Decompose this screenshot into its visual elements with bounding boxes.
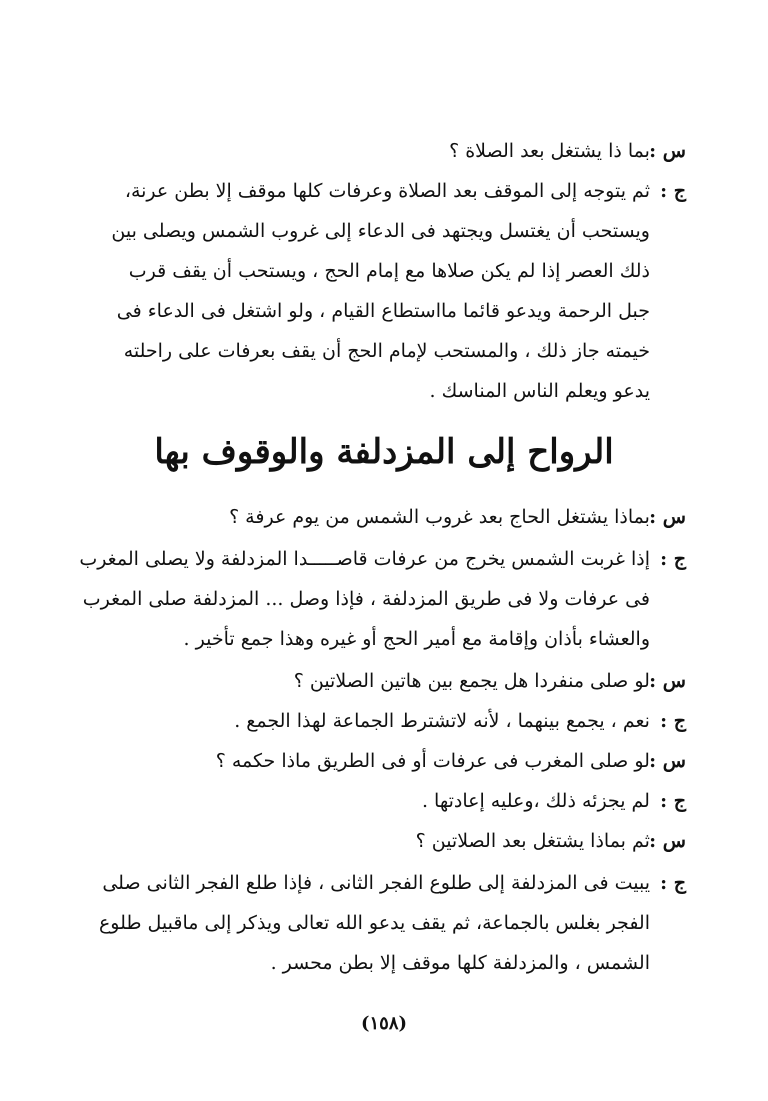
- section-heading: الرواح إلى المزدلفة والوقوف بها: [154, 432, 614, 472]
- question-label: س :: [649, 750, 686, 772]
- question-5: [416, 830, 686, 852]
- question-4: [216, 750, 686, 772]
- answer-1-line-1: ثم يتوجه إلى الموقف بعد الصلاة وعرفات كلها موقف إلا بطن عرنة،: [124, 180, 650, 202]
- answer-5-label: [656, 872, 686, 894]
- answer-label: ج :: [660, 710, 686, 732]
- answer-2-line-3: والعشاء بأذان وإقامة مع أمير الحج أو غيره وهذا جمع تأخير .: [183, 628, 650, 650]
- answer-label: ج :: [660, 548, 686, 570]
- question-text: لو صلى المغرب فى عرفات أو فى الطريق ماذا حكمه ؟: [215, 750, 650, 772]
- answer-label: ج :: [660, 790, 686, 812]
- question-label: س :: [649, 670, 686, 692]
- answer-5-line-3: الشمس ، والمزدلفة كلها موقف إلا بطن محسر .: [270, 952, 650, 974]
- answer-1-label: [656, 180, 686, 202]
- answer-2-line-1: إذا غربت الشمس يخرج من عرفات قاصـــــدا المزدلفة ولا يصلى المغرب: [79, 548, 650, 570]
- question-2: [229, 506, 686, 528]
- question-label: س :: [649, 830, 686, 852]
- question-text: لو صلى منفردا هل يجمع بين هاتين الصلاتين ؟: [293, 670, 650, 692]
- question-label: س :: [649, 140, 686, 162]
- answer-label: ج :: [660, 180, 686, 202]
- question-text: ثم بماذا يشتغل بعد الصلاتين ؟: [415, 830, 650, 852]
- answer-text: نعم ، يجمع بينهما ، لأنه لاتشترط الجماعة لهذا الجمع .: [234, 710, 650, 732]
- question-label: س :: [649, 506, 686, 528]
- answer-label: ج :: [660, 872, 686, 894]
- answer-1-line-2: ويستحب أن يغتسل ويجتهد فى الدعاء إلى غروب الشمس ويصلى بين: [111, 220, 650, 242]
- answer-1-line-4: جبل الرحمة ويدعو قائما مااستطاع القيام ، ولو اشتغل فى الدعاء فى: [116, 300, 650, 322]
- answer-1-line-3: ذلك العصر إذا لم يكن صلاها مع إمام الحج ، ويستحب أن يقف قرب: [128, 260, 650, 282]
- question-text: بماذا يشتغل الحاج بعد غروب الشمس من يوم عرفة ؟: [229, 506, 650, 528]
- answer-2-line-2: فى عرفات ولا فى طريق المزدلفة ، فإذا وصل ... المزدلفة صلى المغرب: [82, 588, 650, 610]
- answer-5-line-2: الفجر بغلس بالجماعة، ثم يقف يدعو الله تعالى ويذكر إلى ماقبيل طلوع: [98, 912, 650, 934]
- page-number: (١٥٨): [360, 1013, 408, 1034]
- answer-1-line-5: خيمته جاز ذلك ، والمستحب لإمام الحج أن يقف بعرفات على راحلته: [123, 340, 650, 362]
- answer-4: [422, 790, 686, 812]
- answer-text: لم يجزئه ذلك ،وعليه إعادتها .: [421, 790, 650, 812]
- answer-5-line-1: يبيت فى المزدلفة إلى طلوع الفجر الثانى ، فإذا طلع الفجر الثانى صلى: [102, 872, 650, 894]
- question-1: [449, 140, 686, 162]
- question-text: بما ذا يشتغل بعد الصلاة ؟: [449, 140, 650, 162]
- answer-1-line-6: يدعو ويعلم الناس المناسك .: [429, 380, 650, 402]
- answer-2-label: [656, 548, 686, 570]
- question-3: [294, 670, 686, 692]
- answer-3: [234, 710, 686, 732]
